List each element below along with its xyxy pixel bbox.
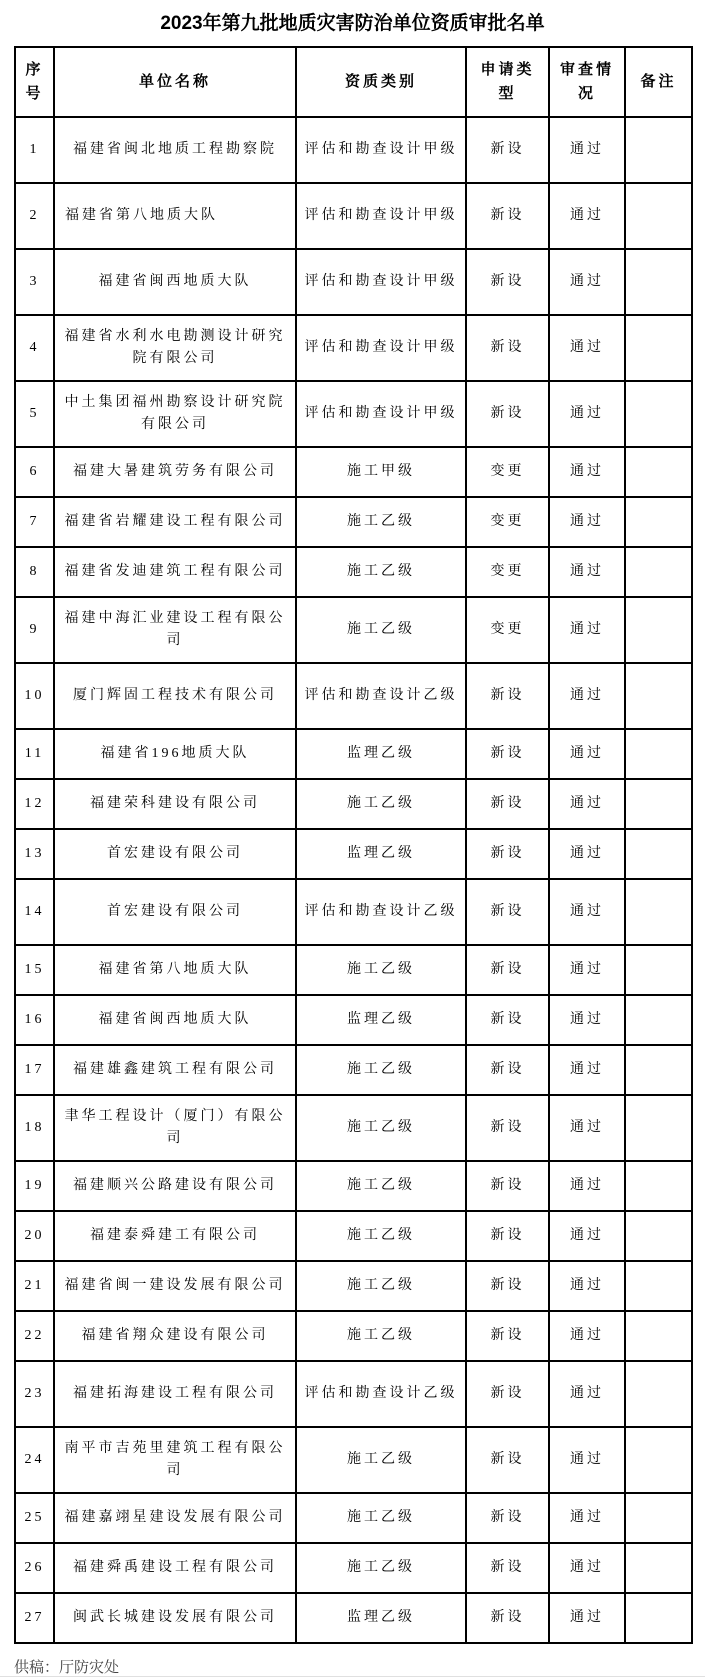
cell-remark	[625, 1261, 692, 1311]
cell-remark	[625, 1361, 692, 1427]
cell-review: 通过	[549, 1311, 625, 1361]
cell-remark	[625, 1493, 692, 1543]
cell-no: 27	[15, 1593, 54, 1643]
cell-apply-type: 新设	[466, 315, 549, 381]
cell-apply-type: 新设	[466, 1361, 549, 1427]
cell-remark	[625, 1045, 692, 1095]
cell-review: 通过	[549, 995, 625, 1045]
cell-apply-type: 新设	[466, 117, 549, 183]
table-row	[15, 1593, 692, 1643]
cell-category: 监理乙级	[296, 995, 466, 1045]
cell-no: 7	[15, 497, 54, 547]
cell-review: 通过	[549, 381, 625, 447]
cell-apply-type: 新设	[466, 1593, 549, 1643]
cell-no: 17	[15, 1045, 54, 1095]
cell-no: 5	[15, 381, 54, 447]
table-row	[15, 1211, 692, 1261]
cell-no: 9	[15, 597, 54, 663]
cell-remark	[625, 315, 692, 381]
cell-no: 11	[15, 729, 54, 779]
cell-category: 施工乙级	[296, 1261, 466, 1311]
cell-review: 通过	[549, 183, 625, 249]
cell-no: 1	[15, 117, 54, 183]
table-row	[15, 1161, 692, 1211]
cell-apply-type: 新设	[466, 663, 549, 729]
cell-no: 4	[15, 315, 54, 381]
cell-no: 3	[15, 249, 54, 315]
cell-apply-type: 新设	[466, 1261, 549, 1311]
cell-no: 21	[15, 1261, 54, 1311]
cell-name: 福建省水利水电勘测设计研究院有限公司	[54, 315, 296, 381]
cell-remark	[625, 729, 692, 779]
cell-category: 评估和勘查设计甲级	[296, 381, 466, 447]
cell-name: 聿华工程设计（厦门）有限公司	[54, 1095, 296, 1161]
cell-apply-type: 新设	[466, 829, 549, 879]
document-page	[0, 13, 705, 1678]
table-row	[15, 117, 692, 183]
cell-category: 施工乙级	[296, 1311, 466, 1361]
cell-review: 通过	[549, 117, 625, 183]
cell-remark	[625, 1543, 692, 1593]
cell-category: 施工乙级	[296, 945, 466, 995]
table-row	[15, 995, 692, 1045]
cell-apply-type: 新设	[466, 1045, 549, 1095]
cell-review: 通过	[549, 597, 625, 663]
header-cell-5: 备注	[625, 47, 692, 117]
cell-category: 评估和勘查设计乙级	[296, 879, 466, 945]
cell-review: 通过	[549, 829, 625, 879]
cell-remark	[625, 381, 692, 447]
cell-name: 福建中海汇业建设工程有限公司	[54, 597, 296, 663]
cell-name: 福建顺兴公路建设有限公司	[54, 1161, 296, 1211]
cell-remark	[625, 497, 692, 547]
cell-name: 福建省闽北地质工程勘察院	[54, 117, 296, 183]
cell-name: 福建泰舜建工有限公司	[54, 1211, 296, 1261]
cell-name: 福建省第八地质大队	[54, 183, 296, 249]
cell-no: 25	[15, 1493, 54, 1543]
cell-apply-type: 新设	[466, 779, 549, 829]
cell-remark	[625, 995, 692, 1045]
cell-apply-type: 新设	[466, 1493, 549, 1543]
cell-category: 施工乙级	[296, 1543, 466, 1593]
cell-apply-type: 新设	[466, 1311, 549, 1361]
cell-apply-type: 新设	[466, 945, 549, 995]
table-row	[15, 779, 692, 829]
cell-apply-type: 新设	[466, 729, 549, 779]
table-row	[15, 1427, 692, 1493]
cell-name: 首宏建设有限公司	[54, 829, 296, 879]
cell-category: 施工甲级	[296, 447, 466, 497]
table-row	[15, 1095, 692, 1161]
cell-category: 监理乙级	[296, 729, 466, 779]
cell-category: 评估和勘查设计乙级	[296, 1361, 466, 1427]
cell-category: 施工乙级	[296, 1493, 466, 1543]
cell-review: 通过	[549, 779, 625, 829]
cell-review: 通过	[549, 663, 625, 729]
table-row	[15, 829, 692, 879]
cell-category: 监理乙级	[296, 1593, 466, 1643]
cell-category: 施工乙级	[296, 1095, 466, 1161]
cell-review: 通过	[549, 1593, 625, 1643]
table-row	[15, 879, 692, 945]
cell-name: 福建省闽西地质大队	[54, 995, 296, 1045]
footer-credit: 供稿：厅防灾处	[14, 1659, 120, 1676]
cell-name: 福建拓海建设工程有限公司	[54, 1361, 296, 1427]
cell-review: 通过	[549, 1261, 625, 1311]
cell-remark	[625, 1211, 692, 1261]
cell-name: 福建雄鑫建筑工程有限公司	[54, 1045, 296, 1095]
cell-remark	[625, 1095, 692, 1161]
cell-remark	[625, 183, 692, 249]
cell-category: 施工乙级	[296, 1211, 466, 1261]
cell-apply-type: 变更	[466, 597, 549, 663]
cell-category: 施工乙级	[296, 597, 466, 663]
table-body	[15, 117, 692, 1643]
cell-review: 通过	[549, 729, 625, 779]
table-row	[15, 183, 692, 249]
cell-apply-type: 变更	[466, 447, 549, 497]
table-row	[15, 249, 692, 315]
cell-review: 通过	[549, 1543, 625, 1593]
bottom-divider	[0, 1676, 705, 1677]
header-cell-3: 申请类型	[466, 47, 549, 117]
table-row	[15, 1493, 692, 1543]
cell-name: 福建嘉翊星建设发展有限公司	[54, 1493, 296, 1543]
cell-apply-type: 新设	[466, 381, 549, 447]
cell-review: 通过	[549, 879, 625, 945]
header-row	[15, 47, 692, 117]
cell-remark	[625, 117, 692, 183]
cell-category: 施工乙级	[296, 497, 466, 547]
cell-name: 福建大暑建筑劳务有限公司	[54, 447, 296, 497]
cell-remark	[625, 447, 692, 497]
table-row	[15, 1311, 692, 1361]
cell-name: 中土集团福州勘察设计研究院有限公司	[54, 381, 296, 447]
cell-apply-type: 变更	[466, 547, 549, 597]
page-title: 2023年第九批地质灾害防治单位资质审批名单	[160, 13, 545, 34]
cell-name: 福建省翔众建设有限公司	[54, 1311, 296, 1361]
cell-remark	[625, 1593, 692, 1643]
cell-category: 施工乙级	[296, 1161, 466, 1211]
cell-remark	[625, 1427, 692, 1493]
cell-review: 通过	[549, 1095, 625, 1161]
cell-apply-type: 新设	[466, 1543, 549, 1593]
header-cell-1: 单位名称	[54, 47, 296, 117]
cell-no: 16	[15, 995, 54, 1045]
header-cell-2: 资质类别	[296, 47, 466, 117]
cell-no: 14	[15, 879, 54, 945]
cell-no: 24	[15, 1427, 54, 1493]
cell-remark	[625, 597, 692, 663]
approval-table	[14, 46, 693, 1644]
table-row	[15, 1361, 692, 1427]
cell-remark	[625, 1311, 692, 1361]
header-cell-4: 审查情况	[549, 47, 625, 117]
table-row	[15, 547, 692, 597]
cell-no: 26	[15, 1543, 54, 1593]
cell-category: 施工乙级	[296, 547, 466, 597]
cell-review: 通过	[549, 1427, 625, 1493]
cell-category: 施工乙级	[296, 1427, 466, 1493]
cell-apply-type: 新设	[466, 1161, 549, 1211]
cell-no: 13	[15, 829, 54, 879]
cell-apply-type: 新设	[466, 1211, 549, 1261]
table-row	[15, 1543, 692, 1593]
cell-no: 2	[15, 183, 54, 249]
table-row	[15, 315, 692, 381]
cell-no: 22	[15, 1311, 54, 1361]
cell-apply-type: 新设	[466, 183, 549, 249]
cell-review: 通过	[549, 1361, 625, 1427]
table-row	[15, 1261, 692, 1311]
cell-category: 施工乙级	[296, 1045, 466, 1095]
cell-remark	[625, 829, 692, 879]
cell-name: 厦门辉固工程技术有限公司	[54, 663, 296, 729]
table-row	[15, 663, 692, 729]
cell-apply-type: 新设	[466, 995, 549, 1045]
cell-remark	[625, 663, 692, 729]
cell-apply-type: 变更	[466, 497, 549, 547]
cell-apply-type: 新设	[466, 1427, 549, 1493]
cell-no: 18	[15, 1095, 54, 1161]
cell-category: 评估和勘查设计甲级	[296, 183, 466, 249]
cell-review: 通过	[549, 1493, 625, 1543]
table-row	[15, 1045, 692, 1095]
cell-remark	[625, 1161, 692, 1211]
cell-review: 通过	[549, 315, 625, 381]
cell-remark	[625, 879, 692, 945]
cell-name: 南平市吉苑里建筑工程有限公司	[54, 1427, 296, 1493]
table-row	[15, 381, 692, 447]
cell-review: 通过	[549, 945, 625, 995]
cell-name: 首宏建设有限公司	[54, 879, 296, 945]
cell-apply-type: 新设	[466, 1095, 549, 1161]
cell-apply-type: 新设	[466, 249, 549, 315]
table-row	[15, 945, 692, 995]
cell-no: 23	[15, 1361, 54, 1427]
cell-category: 监理乙级	[296, 829, 466, 879]
cell-category: 评估和勘查设计乙级	[296, 663, 466, 729]
cell-remark	[625, 779, 692, 829]
cell-name: 福建舜禹建设工程有限公司	[54, 1543, 296, 1593]
cell-no: 20	[15, 1211, 54, 1261]
cell-category: 评估和勘查设计甲级	[296, 315, 466, 381]
cell-name: 福建荣科建设有限公司	[54, 779, 296, 829]
cell-no: 12	[15, 779, 54, 829]
cell-review: 通过	[549, 547, 625, 597]
table-row	[15, 729, 692, 779]
cell-remark	[625, 945, 692, 995]
table-row	[15, 597, 692, 663]
cell-name: 福建省发迪建筑工程有限公司	[54, 547, 296, 597]
cell-review: 通过	[549, 249, 625, 315]
table-row	[15, 497, 692, 547]
cell-name: 福建省第八地质大队	[54, 945, 296, 995]
cell-name: 福建省196地质大队	[54, 729, 296, 779]
cell-review: 通过	[549, 1211, 625, 1261]
cell-no: 15	[15, 945, 54, 995]
cell-no: 8	[15, 547, 54, 597]
cell-name: 福建省岩耀建设工程有限公司	[54, 497, 296, 547]
cell-name: 福建省闽一建设发展有限公司	[54, 1261, 296, 1311]
header-cell-0: 序号	[15, 47, 54, 117]
cell-review: 通过	[549, 497, 625, 547]
cell-review: 通过	[549, 447, 625, 497]
cell-category: 施工乙级	[296, 779, 466, 829]
cell-remark	[625, 547, 692, 597]
cell-category: 评估和勘查设计甲级	[296, 117, 466, 183]
cell-no: 6	[15, 447, 54, 497]
cell-no: 19	[15, 1161, 54, 1211]
cell-category: 评估和勘查设计甲级	[296, 249, 466, 315]
cell-no: 10	[15, 663, 54, 729]
cell-name: 闽武长城建设发展有限公司	[54, 1593, 296, 1643]
cell-apply-type: 新设	[466, 879, 549, 945]
table-row	[15, 447, 692, 497]
cell-remark	[625, 249, 692, 315]
cell-review: 通过	[549, 1161, 625, 1211]
cell-name: 福建省闽西地质大队	[54, 249, 296, 315]
cell-review: 通过	[549, 1045, 625, 1095]
